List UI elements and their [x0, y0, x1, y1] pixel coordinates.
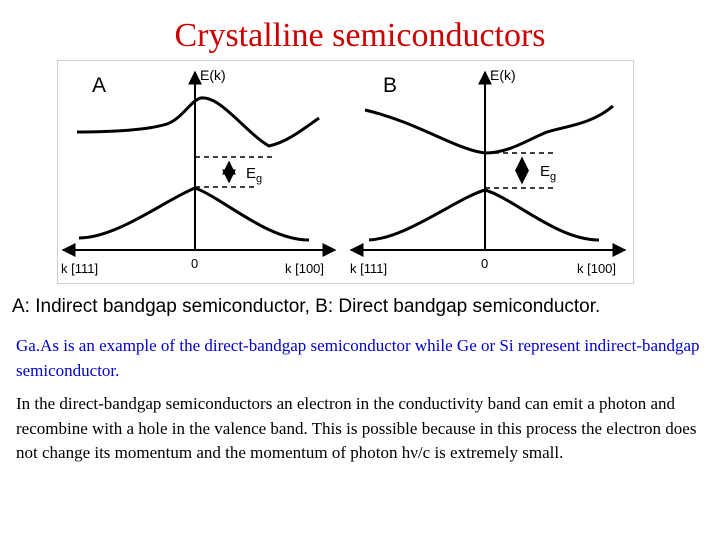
band-diagram	[57, 60, 632, 282]
panel-b-origin-label: 0	[481, 256, 489, 271]
caption-indirect: A: Indirect bandgap semiconductor,	[12, 296, 310, 317]
panel-a-k100-label: k [100]	[285, 261, 325, 276]
panel-a	[61, 67, 335, 276]
caption-direct: B: Direct bandgap	[315, 296, 468, 317]
panel-a-letter: A	[92, 74, 107, 97]
panel-b-gap-label: $E_g$	[540, 163, 557, 183]
panel-a-origin-label: 0	[191, 256, 199, 271]
panel-a-energy-label: E(k)	[200, 67, 226, 83]
gaas-example-paragraph: Ga.As is an example of the direct-bandgap semiconductor while Ge or Si represent indirect-bandgap semiconductor.	[16, 336, 700, 380]
panel-a-k111-label: k [111]	[61, 261, 99, 276]
panel-b-k111-label: k [111]	[350, 261, 388, 276]
slide-title: Crystalline semiconductors	[174, 17, 546, 54]
caption-end: semiconductor.	[472, 296, 601, 317]
panel-b	[350, 67, 625, 276]
panel-a-conduction-band	[77, 98, 319, 146]
panel-b-k100-label: k [100]	[577, 261, 617, 276]
panel-b-conduction-band	[365, 106, 613, 153]
panel-b-energy-label: E(k)	[490, 67, 516, 83]
recombination-paragraph: In the direct-bandgap semiconductors an electron in the conductivity band can emit a photon and recombine with a hole in the valence band. This is possible because in this process the electron does not change its momentum and the momentum of photon hν/c is extremely small.	[16, 394, 697, 462]
panel-a-gap-label: $E_g$	[246, 165, 263, 185]
figure-caption	[12, 296, 600, 318]
panel-b-letter: B	[383, 74, 398, 97]
